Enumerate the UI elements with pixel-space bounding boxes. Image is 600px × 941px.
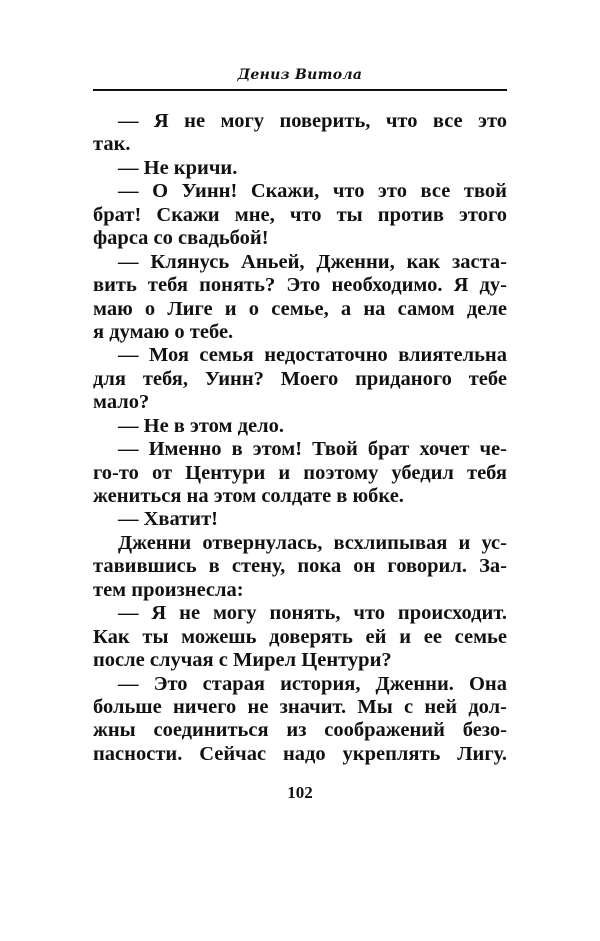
text-line: — Хватит! xyxy=(118,508,218,531)
text-line: Как ты можешь доверять ей и ее семье xyxy=(93,625,507,648)
text-line: фарса со свадьбой! xyxy=(93,227,269,250)
text-line: — Именно в этом! Твой брат хочет че- xyxy=(118,438,507,461)
text-line: жениться на этом солдате в юбке. xyxy=(93,485,404,507)
paragraph xyxy=(93,157,507,180)
text-line: пасности. Сейчас надо укреплять Лигу. xyxy=(93,742,507,765)
text-line: больше ничего не значит. Мы с ней дол- xyxy=(93,695,507,718)
text-line: Дженни отвернулась, всхлипывая и ус- xyxy=(118,531,507,554)
text-line: так. xyxy=(93,133,131,156)
text-line: брат! Скажи мне, что ты против этого xyxy=(93,203,507,226)
text-line: — Клянусь Аньей, Дженни, как заста- xyxy=(118,250,507,273)
text-line: тавившись в стену, пока он говорил. За- xyxy=(93,555,507,578)
header-rule xyxy=(93,89,507,91)
paragraph xyxy=(93,508,507,531)
page-number: 102 xyxy=(287,783,313,802)
text-line: маю о Лиге и о семье, а на самом деле xyxy=(93,297,507,320)
paragraph xyxy=(93,251,507,345)
paragraph xyxy=(93,673,507,767)
text-line: — О Уинн! Скажи, что это все твой xyxy=(118,180,507,203)
paragraph xyxy=(93,180,507,250)
text-line: — Не кричи. xyxy=(118,156,238,179)
text-line: го-то от Центури и поэтому убедил тебя xyxy=(93,461,507,484)
paragraph xyxy=(93,602,507,672)
text-line: — Моя семья недостаточно влиятельна xyxy=(118,344,507,367)
text-line: я думаю о тебе. xyxy=(93,320,234,343)
paragraph xyxy=(93,415,507,438)
text-line: мало? xyxy=(93,391,150,414)
text-line: тем произнесла: xyxy=(93,578,244,601)
body-text xyxy=(93,110,507,766)
text-line: после случая с Мирел Центури? xyxy=(93,649,392,672)
text-line: — Я не могу поверить, что все это xyxy=(118,110,507,132)
paragraph xyxy=(93,438,507,508)
paragraph xyxy=(93,532,507,602)
text-line: — Не в этом дело. xyxy=(118,414,284,437)
paragraph xyxy=(93,344,507,414)
running-head: Дениз Витола xyxy=(237,67,363,83)
text-line: — Это старая история, Дженни. Она xyxy=(118,672,507,695)
text-line: для тебя, Уинн? Моего приданого тебе xyxy=(93,367,507,390)
text-line: жны соединиться из соображений безо- xyxy=(93,719,507,742)
text-line: — Я не могу понять, что происходит. xyxy=(118,602,507,625)
text-line: вить тебя понять? Это необходимо. Я ду- xyxy=(93,274,507,297)
paragraph xyxy=(93,110,507,157)
